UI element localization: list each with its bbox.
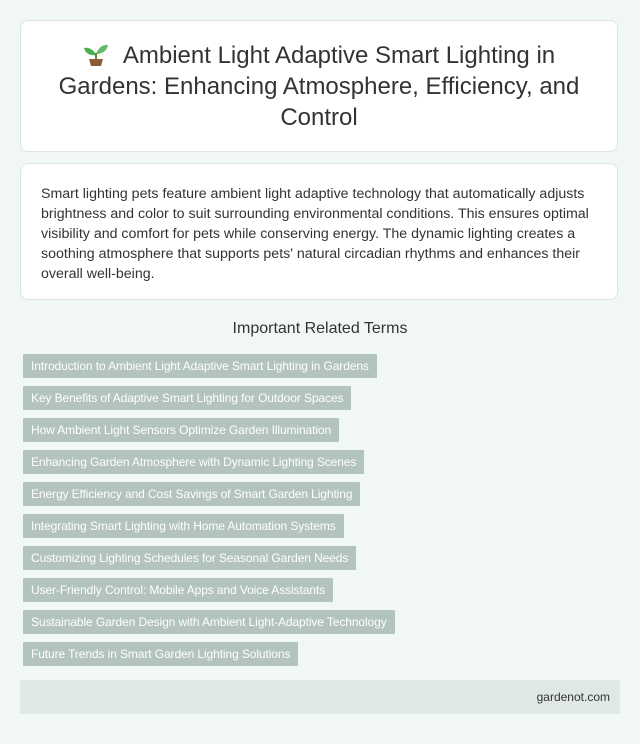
page-title	[51, 40, 587, 133]
seedling-icon	[83, 42, 109, 66]
title-text: Ambient Light Adaptive Smart Lighting in Gardens: Enhancing Atmosphere, Efficiency, and Control	[58, 41, 580, 131]
related-term-tag[interactable]: Introduction to Ambient Light Adaptive Smart Lighting in Gardens	[23, 354, 377, 378]
related-term-tag[interactable]: Integrating Smart Lighting with Home Automation Systems	[23, 514, 344, 538]
footer-site-link[interactable]: gardenot.com	[536, 690, 610, 704]
related-term-tag[interactable]: User-Friendly Control: Mobile Apps and Voice Assistants	[23, 578, 333, 602]
related-terms-heading: Important Related Terms	[232, 320, 408, 337]
related-term-tag[interactable]: Energy Efficiency and Cost Savings of Smart Garden Lighting	[23, 482, 360, 506]
related-term-tag[interactable]: Key Benefits of Adaptive Smart Lighting for Outdoor Spaces	[23, 386, 351, 410]
related-term-tag[interactable]: How Ambient Light Sensors Optimize Garden Illumination	[23, 418, 339, 442]
related-term-tag[interactable]: Customizing Lighting Schedules for Seasonal Garden Needs	[23, 546, 356, 570]
description-text: Smart lighting pets feature ambient light adaptive technology that automatically adjusts brightness and color to suit surrounding environmental conditions. This ensures optimal visibility and comfort for pets while conserving energy. The dynamic lighting creates a soothing atmosphere that supports pets' natural circadian rhythms and enhances their overall well-being.	[41, 186, 589, 282]
related-term-tag[interactable]: Future Trends in Smart Garden Lighting Solutions	[23, 642, 298, 666]
footer	[20, 680, 620, 714]
related-term-tag[interactable]: Sustainable Garden Design with Ambient Light-Adaptive Technology	[23, 610, 395, 634]
title-card	[20, 20, 618, 152]
related-term-tag[interactable]: Enhancing Garden Atmosphere with Dynamic Lighting Scenes	[23, 450, 364, 474]
related-terms-list	[23, 354, 603, 674]
description-card	[20, 163, 618, 300]
